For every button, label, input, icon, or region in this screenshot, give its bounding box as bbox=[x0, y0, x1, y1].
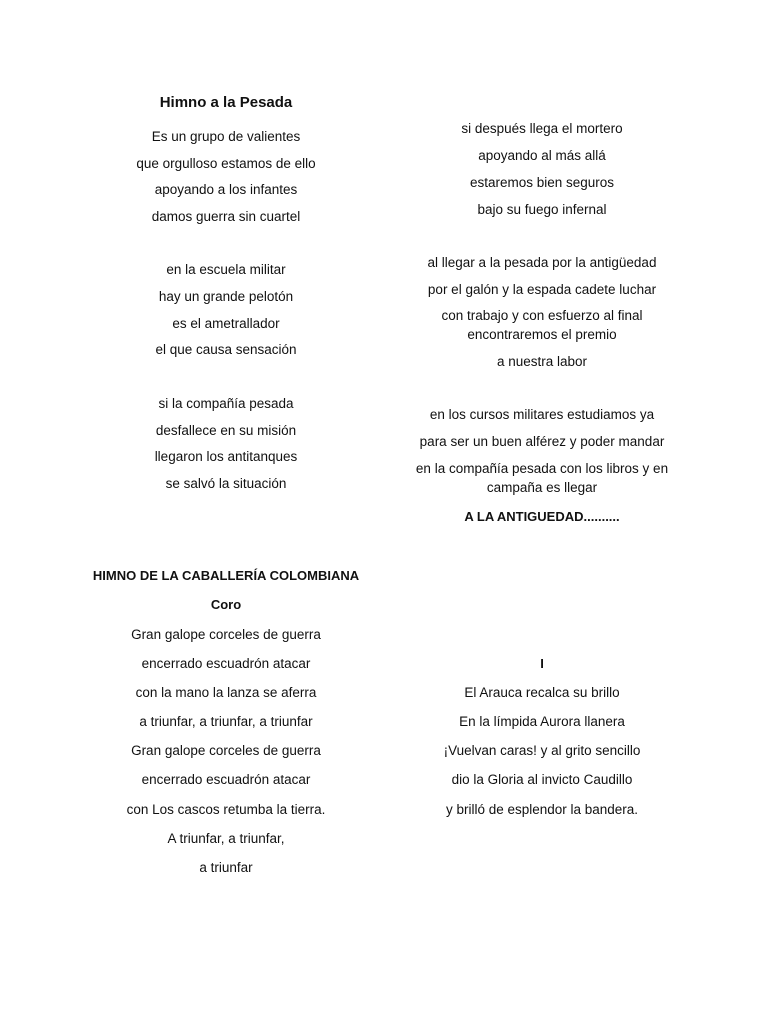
verse-line: ¡Vuelvan caras! y al grito sencillo bbox=[443, 743, 641, 758]
verse-line: el que causa sensación bbox=[155, 342, 297, 357]
left-column-caballeria bbox=[86, 0, 366, 900]
verse-line: que orgulloso estamos de ello bbox=[136, 156, 316, 171]
verse-line: a nuestra labor bbox=[496, 354, 588, 369]
closing-line: A LA ANTIGUEDAD.......... bbox=[464, 509, 620, 524]
verse-line: bajo su fuego infernal bbox=[477, 202, 607, 217]
verse-line: apoyando a los infantes bbox=[154, 182, 298, 197]
verse-line: campaña es llegar bbox=[486, 480, 598, 495]
verse-line: se salvó la situación bbox=[165, 476, 287, 491]
verse-line: y brilló de esplendor la bandera. bbox=[445, 802, 639, 817]
verse-line: en la escuela militar bbox=[166, 262, 286, 277]
verse-line: estaremos bien seguros bbox=[469, 175, 615, 190]
stanza-number: I bbox=[540, 656, 544, 671]
verse-line: encerrado escuadrón atacar bbox=[141, 772, 311, 787]
verse-line: con Los cascos retumba la tierra. bbox=[126, 802, 326, 817]
verse-line: llegaron los antitanques bbox=[154, 449, 298, 464]
verse-line: encerrado escuadrón atacar bbox=[141, 656, 311, 671]
right-column-caballeria bbox=[402, 0, 682, 830]
verse-line: para ser un buen alférez y poder mandar bbox=[419, 434, 665, 449]
verse-line: El Arauca recalca su brillo bbox=[464, 685, 620, 700]
verse-line: con trabajo y con esfuerzo al final bbox=[441, 308, 643, 323]
verse-line: en la compañía pesada con los libros y en bbox=[415, 461, 669, 476]
verse-line: al llegar a la pesada por la antigüedad bbox=[427, 255, 657, 270]
verse-line: si después llega el mortero bbox=[461, 121, 623, 136]
verse-line: Es un grupo de valientes bbox=[151, 129, 301, 144]
verse-line: a triunfar bbox=[199, 860, 253, 875]
verse-line: hay un grande pelotón bbox=[158, 289, 294, 304]
verse-line: apoyando al más allá bbox=[478, 148, 606, 163]
verse-line: por el galón y la espada cadete luchar bbox=[427, 282, 657, 297]
verse-line: Gran galope corceles de guerra bbox=[131, 743, 321, 758]
verse-line: dio la Gloria al invicto Caudillo bbox=[451, 772, 633, 787]
verse-line: A triunfar, a triunfar, bbox=[167, 831, 285, 846]
verse-line: en los cursos militares estudiamos ya bbox=[429, 407, 655, 422]
poem-title: Himno a la Pesada bbox=[159, 94, 293, 111]
verse-line: a triunfar, a triunfar, a triunfar bbox=[139, 714, 313, 729]
verse-line: con la mano la lanza se aferra bbox=[135, 685, 317, 700]
verse-line: Gran galope corceles de guerra bbox=[131, 627, 321, 642]
verse-line: si la compañía pesada bbox=[158, 396, 294, 411]
verse-line: desfallece en su misión bbox=[155, 423, 297, 438]
verse-line: encontraremos el premio bbox=[467, 327, 617, 342]
verse-line: es el ametrallador bbox=[172, 316, 280, 331]
verse-line: En la límpida Aurora llanera bbox=[459, 714, 625, 729]
chorus-label: Coro bbox=[210, 597, 242, 612]
poem-title: HIMNO DE LA CABALLERÍA COLOMBIANA bbox=[92, 568, 360, 583]
verse-line: damos guerra sin cuartel bbox=[151, 209, 301, 224]
